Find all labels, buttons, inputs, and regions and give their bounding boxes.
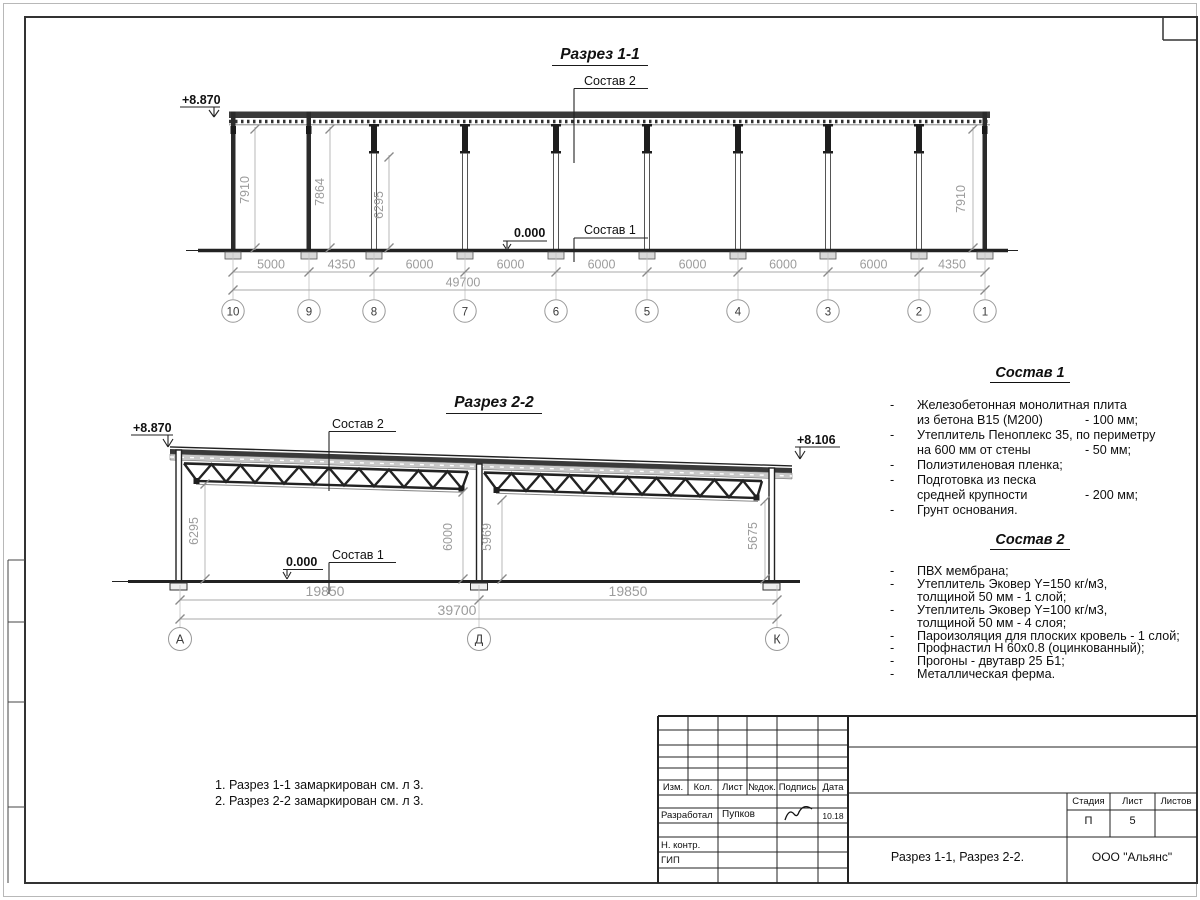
tb-sheets-label: Листов: [1160, 796, 1192, 807]
bullet: -: [890, 654, 895, 669]
span-dim: 6000: [859, 257, 888, 272]
bullet: -: [890, 503, 895, 517]
notes-block: [215, 778, 424, 809]
list-item: [870, 668, 1190, 681]
tb-header-ndok: №док.: [748, 782, 776, 793]
vdim-7864: 7864: [313, 178, 327, 206]
sostav1-title: Состав 1: [990, 365, 1070, 383]
tb-header-kol: Кол.: [693, 782, 713, 793]
item-value: - 100 мм;: [1085, 413, 1139, 427]
zero-level-label: 0.000: [286, 555, 318, 569]
item-text: из бетона В15 (М200): [917, 413, 1043, 427]
list-item: [870, 458, 1190, 473]
tb-date: 10.18: [822, 811, 844, 821]
left-margin-boxes: [8, 560, 25, 883]
grid-bubble-5: 5: [643, 306, 651, 319]
span-dim: 19850: [305, 583, 345, 599]
grid-bubble-d: Д: [474, 632, 484, 647]
sostav2-title: Состав 2: [990, 532, 1070, 550]
total-dim: 39700: [437, 602, 477, 618]
bullet: -: [890, 641, 895, 656]
list-item: [870, 503, 1190, 518]
tb-header-data: Дата: [822, 782, 844, 793]
span-dim: 6000: [769, 257, 797, 272]
item-text: Металлическая ферма.: [917, 667, 1056, 682]
item-text: Полиэтиленовая пленка;: [917, 458, 1063, 472]
bullet: -: [890, 564, 895, 578]
vdim-6295: 6295: [187, 517, 201, 545]
span-dim: 4350: [327, 257, 356, 272]
item-text: Железобетонная монолитная плита: [917, 398, 1127, 412]
vdim-5675: 5675: [746, 522, 760, 550]
tb-stage-label: Стадия: [1072, 796, 1105, 807]
grid-bubble-2: 2: [915, 306, 923, 319]
item-text: Грунт основания.: [917, 503, 1018, 517]
grid-bubble-3: 3: [824, 306, 832, 319]
bullet: -: [890, 667, 895, 682]
tb-header-izm: Изм.: [662, 782, 684, 793]
vdim-7910-left: 7910: [238, 176, 252, 204]
bullet: -: [890, 458, 895, 472]
tb-company: ООО "Альянс": [1091, 850, 1173, 864]
list-item: [870, 428, 1190, 443]
span-dim: 19850: [608, 583, 648, 599]
item-text: Прогоны - двутавр 25 Б1;: [917, 654, 1065, 669]
item-text: Профнастил Н 60х0.8 (оцинкованный);: [917, 641, 1145, 656]
bullet: -: [890, 628, 895, 643]
vdim-6295: 6295: [372, 191, 386, 219]
bullet: -: [890, 398, 895, 412]
item-text: Утеплитель Эковер Y=100 кг/м3,: [917, 602, 1108, 617]
tb-doc-title: Разрез 1-1, Разрез 2-2.: [890, 850, 1025, 864]
signature-mark: [785, 807, 812, 820]
bullet: -: [890, 576, 895, 591]
item-value: - 200 мм;: [1085, 488, 1139, 502]
tb-developed-name: Пупков: [722, 809, 755, 820]
vdim-5969: 5969: [480, 523, 494, 551]
elevation-right-label: +8.106: [797, 433, 836, 447]
span-dim: 6000: [678, 257, 707, 272]
grid-bubble-a: А: [175, 632, 185, 647]
tb-developed-label: Разработал: [661, 810, 713, 821]
section-1-1-linework: [180, 89, 1018, 323]
bullet: -: [890, 473, 895, 487]
corner-box: [1163, 17, 1197, 40]
zero-level-label: 0.000: [514, 226, 546, 240]
item-text: ПВХ мембрана;: [917, 564, 1009, 578]
item-text: Утеплитель Эковер Y=150 кг/м3,: [917, 576, 1108, 591]
span-dim: 5000: [257, 257, 285, 272]
item-text: Пароизоляция для плоских кровель - 1 слой;: [917, 628, 1180, 643]
tb-sheet-label: Лист: [1122, 796, 1143, 807]
grid-bubble-7: 7: [461, 306, 469, 319]
tb-header-podpis: Подпись: [778, 782, 817, 793]
item-text: Подготовка из песка: [917, 473, 1037, 487]
span-dim: 4350: [938, 257, 966, 272]
item-text: толщиной 50 мм - 1 слой;: [917, 589, 1067, 604]
tb-stage-value: П: [1084, 815, 1093, 827]
tb-header-list: Лист: [722, 782, 743, 793]
note-line: 1. Разрез 1-1 замаркирован см. л 3.: [215, 778, 424, 792]
section-1-1-title: Разрез 1-1: [552, 46, 648, 66]
tb-gip-label: ГИП: [661, 855, 680, 866]
sostav2-leader-label: Состав 2: [584, 74, 636, 88]
grid-bubble-1: 1: [981, 306, 989, 319]
total-dim: 49700: [445, 275, 481, 290]
item-text: на 600 мм от стены: [917, 443, 1031, 457]
elevation-left-label: +8.870: [133, 421, 172, 435]
elevation-mark-label: +8.870: [182, 93, 221, 107]
span-dim: 6000: [496, 257, 525, 272]
grid-bubble-6: 6: [552, 306, 560, 319]
tb-ncontr-label: Н. контр.: [661, 840, 701, 851]
list-item: [870, 488, 1190, 503]
note-line: 2. Разрез 2-2 замаркирован см. л 3.: [215, 793, 424, 808]
list-item: [870, 473, 1190, 488]
sostav1-leader-label: Состав 1: [332, 548, 384, 562]
vdim-7910-right: 7910: [954, 185, 968, 213]
grid-bubble-k: К: [773, 632, 781, 647]
span-dim: 6000: [587, 257, 616, 272]
item-value: - 50 мм;: [1085, 443, 1132, 457]
section-2-2-title: Разрез 2-2: [446, 394, 542, 414]
sostav2-block: [870, 532, 1190, 681]
tb-sheet-value: 5: [1129, 815, 1136, 827]
list-item: [870, 413, 1190, 428]
grid-bubble-9: 9: [305, 306, 313, 319]
item-text: средней крупности: [917, 488, 1028, 502]
item-text: Утеплитель Пеноплекс 35, по периметру: [917, 428, 1156, 442]
section-1-1-texts: [182, 74, 988, 319]
list-item: [870, 443, 1190, 458]
sostav1-leader-label: Состав 1: [584, 223, 636, 237]
list-item: [870, 398, 1190, 413]
span-dim: 6000: [405, 257, 434, 272]
bullet: -: [890, 602, 895, 617]
grid-bubble-4: 4: [734, 306, 742, 319]
sostav2-leader-label: Состав 2: [332, 417, 384, 431]
sostav1-block: [870, 365, 1190, 518]
grid-bubble-8: 8: [370, 306, 378, 319]
grid-bubble-10: 10: [226, 306, 240, 319]
bullet: -: [890, 428, 895, 442]
vdim-6000: 6000: [441, 523, 455, 551]
item-text: толщиной 50 мм - 4 слоя;: [917, 615, 1067, 630]
